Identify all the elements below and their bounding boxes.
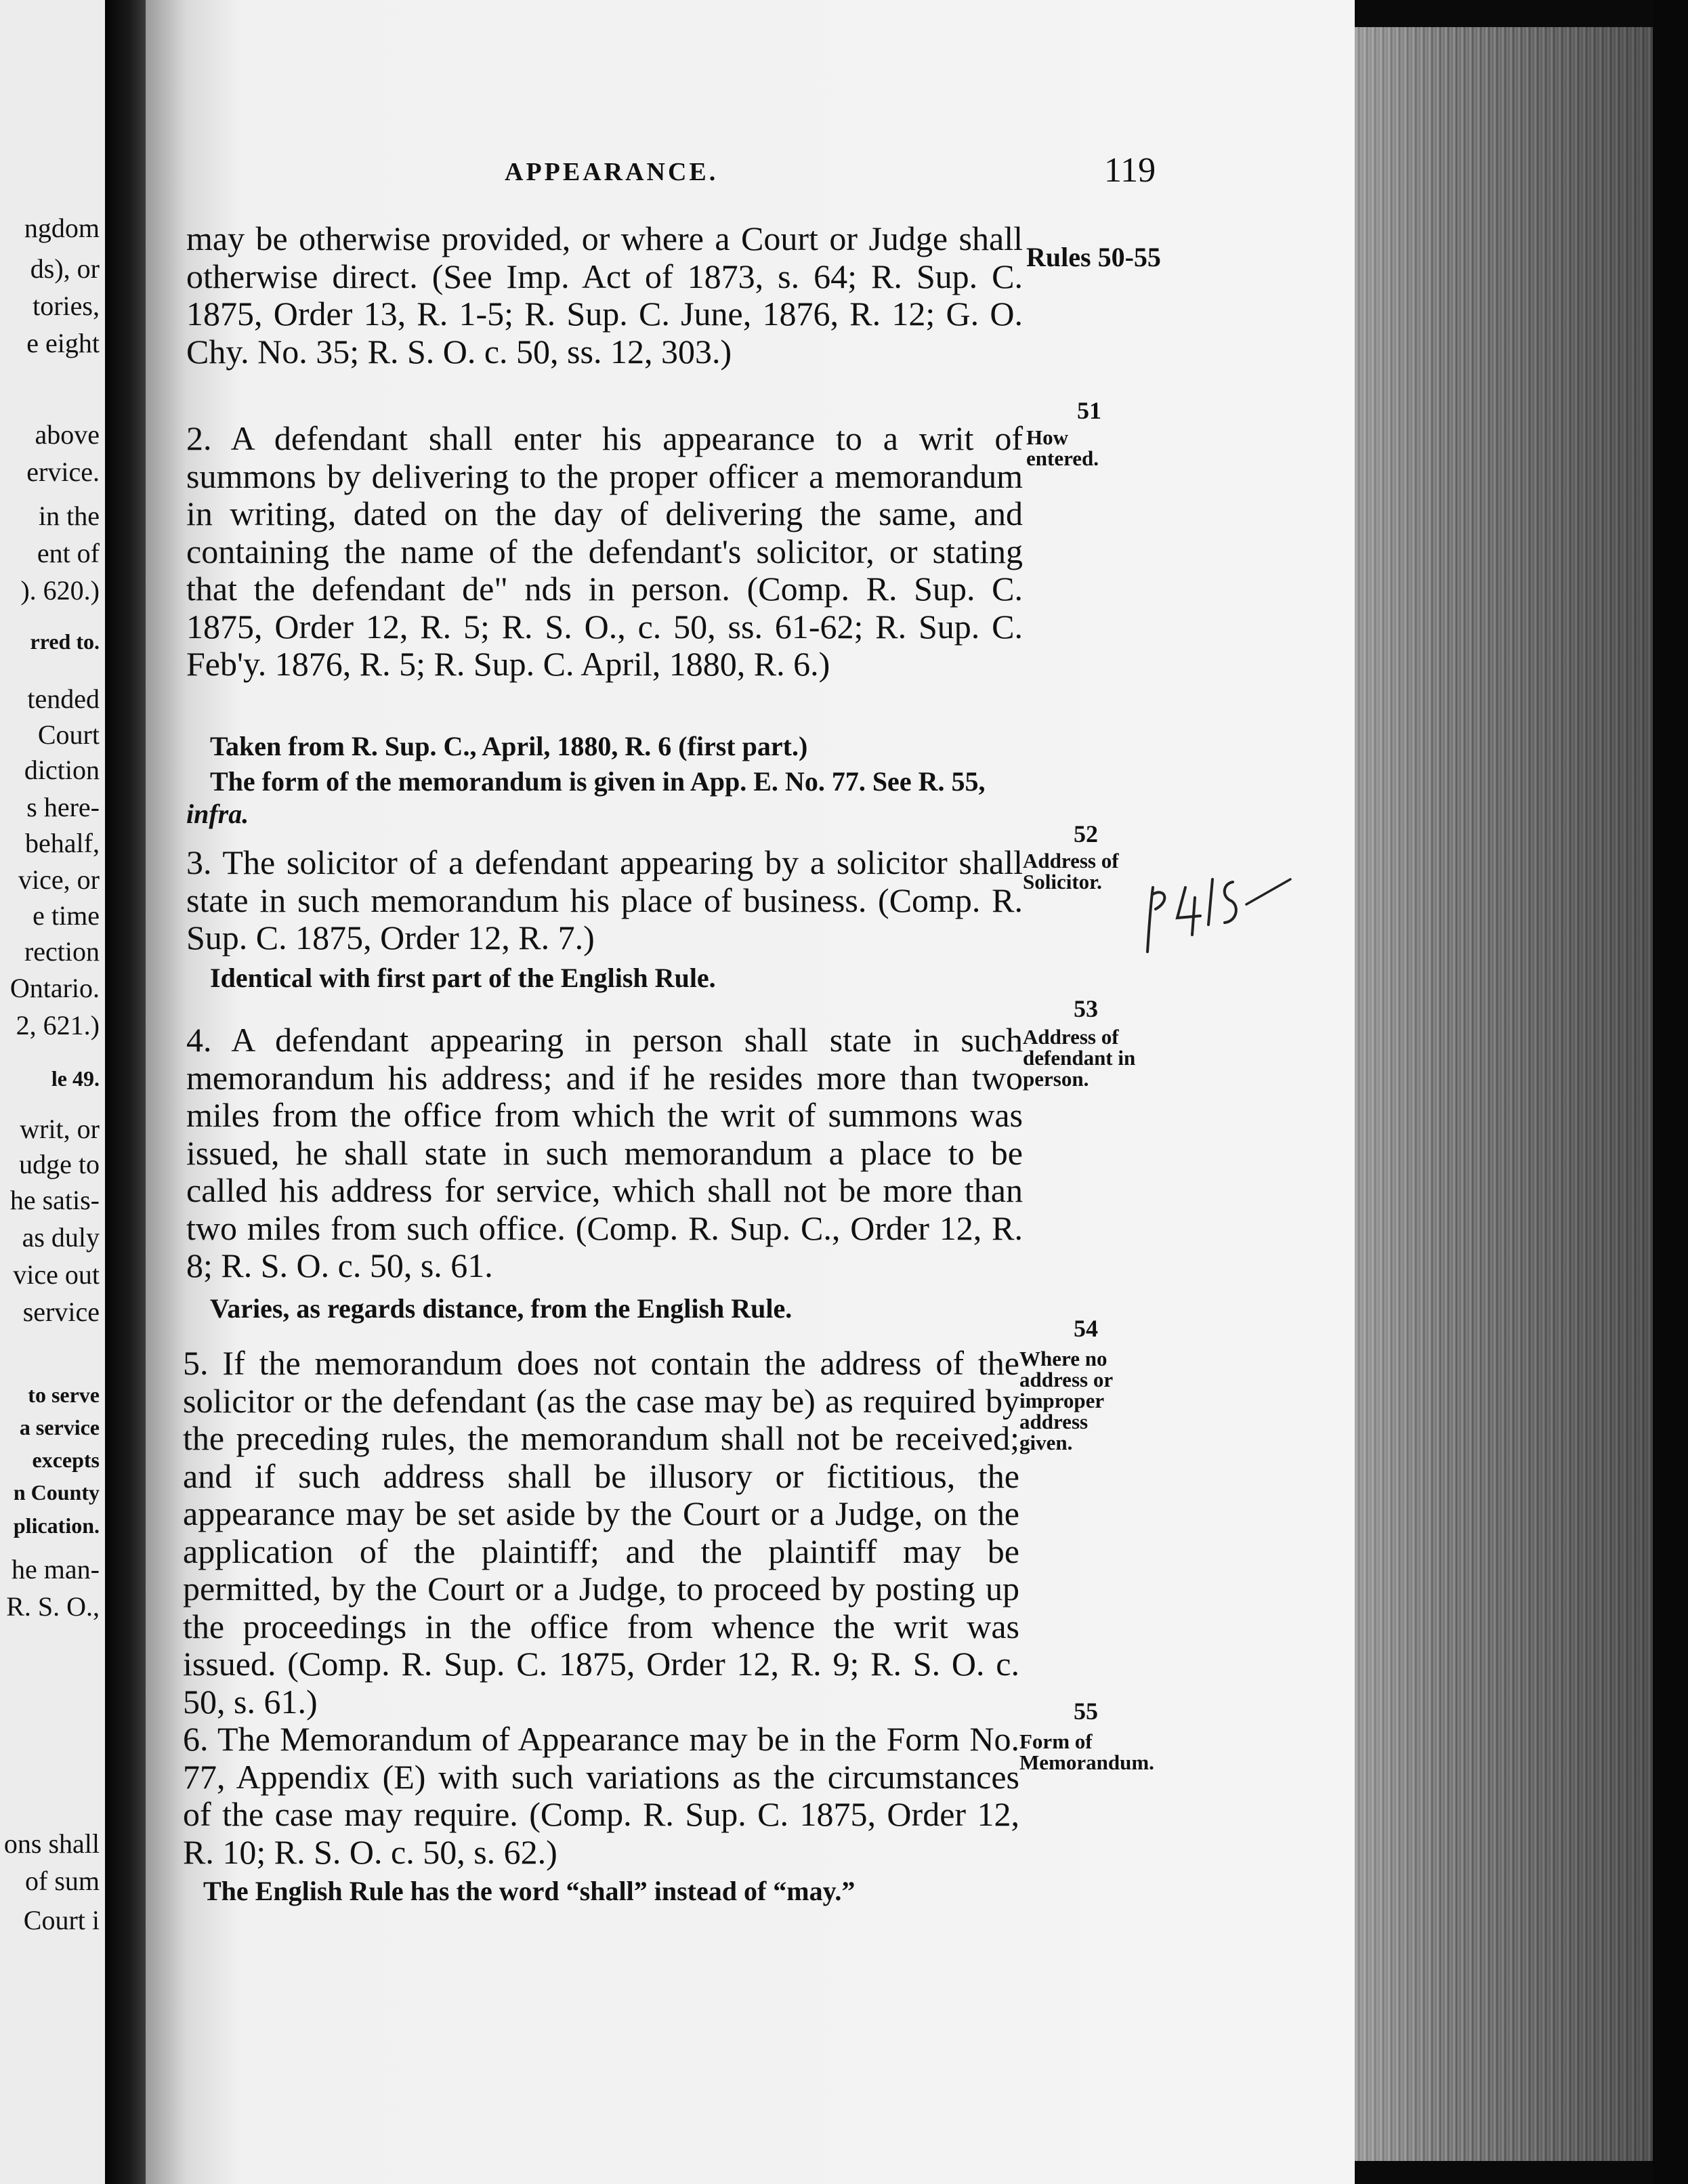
facing-page-text-fragment: ngdom <box>24 213 100 243</box>
handwritten-annotation <box>1138 867 1294 962</box>
facing-page-text-fragment: R. S. O., <box>6 1591 100 1622</box>
facing-page-text-fragment: n County <box>13 1480 100 1505</box>
page-edges-shade <box>1355 27 1653 2161</box>
facing-page-text-fragment: le 49. <box>51 1066 100 1091</box>
facing-page-text-fragment: ervice. <box>26 457 100 487</box>
facing-page-text-fragment: ent of <box>37 538 100 568</box>
facing-page-fragment <box>0 0 105 2184</box>
facing-page-text-fragment: Ontario. <box>9 973 100 1003</box>
paragraph-continuation: may be otherwise provided, or where a Court or Judge shall otherwise direct. (See Imp. Act of 1873, s. 64; R. Sup. C. 1875, Order 13, R. 1-5; R. Sup. C. June, 1876, R. 12; G. O. Chy. No. 35; R. S. O. c. 50, ss. 12, 303.) <box>186 219 1023 371</box>
facing-page-text-fragment: Court <box>37 719 100 750</box>
facing-page-text-fragment: above <box>35 419 100 450</box>
paragraph-rule-54: 5. If the memorandum does not contain the address of the solicitor or the defendant (as the case may be) as required by the preceding rules, the memorandum shall not be received; and if such address shall be illusory or fictitious, the appearance may be set aside by the Court or a Judge, on the application of the plaintiff; and the plaintiff may be permitted, by the Court or a Judge, to proceed by posting up the proceedings in the office from whence the writ was issued. (Comp. R. Sup. C. 1875, Order 12, R. 9; R. S. O. c. 50, s. 61.) <box>183 1344 1019 1721</box>
facing-page-text-fragment: udge to <box>19 1149 100 1179</box>
facing-page-text-fragment: as duly <box>22 1222 100 1253</box>
facing-page-text-fragment: 2, 621.) <box>16 1010 100 1041</box>
facing-page-text-fragment: diction <box>24 755 100 785</box>
margin-rule-number-52: 52 <box>1074 820 1098 847</box>
margin-note-53: Address of defendant in person. <box>1023 1025 1136 1091</box>
note-rule-51b-text: The form of the memorandum is given in App. E. No. 77. See R. 55, <box>210 766 986 797</box>
facing-page-text-fragment: ds), or <box>30 253 100 284</box>
facing-page-text-fragment: tories, <box>33 291 100 321</box>
facing-page-text-fragment: he man- <box>12 1554 100 1584</box>
facing-page-text-fragment: e time <box>33 900 100 931</box>
note-rule-51b <box>186 765 1023 831</box>
facing-page-text-fragment: to serve <box>28 1383 100 1407</box>
facing-page-text-fragment: ). 620.) <box>20 575 100 606</box>
facing-page-text-fragment: tended <box>27 684 100 714</box>
facing-page-text-fragment: of sum <box>25 1866 100 1896</box>
paragraph-rule-53: 4. A defendant appearing in person shall state in such memorandum his address; and if he resides more than two miles from the office from which the writ of summons was issued, he shall state in such memorandum a place to be called his address for service, which shall not be more than two miles from such office. (Comp. R. Sup. C., Order 12, R. 8; R. S. O. c. 50, s. 61. <box>186 1021 1023 1284</box>
facing-page-text-fragment: service <box>22 1297 100 1327</box>
facing-page-text-fragment: behalf, <box>25 828 100 858</box>
note-rule-53: Varies, as regards distance, from the English Rule. <box>210 1293 793 1324</box>
facing-page-text-fragment: ons shall <box>3 1828 100 1859</box>
note-rule-51b-italic: infra. <box>186 799 249 829</box>
facing-page-text-fragment: plication. <box>13 1513 100 1538</box>
facing-page-text-fragment: vice out <box>13 1259 100 1290</box>
margin-note-51: How entered. <box>1026 425 1099 470</box>
facing-page-text-fragment: rection <box>24 936 100 967</box>
margin-rules-range: Rules 50-55 <box>1026 242 1161 272</box>
facing-page-text-fragment: vice, or <box>18 864 100 895</box>
margin-note-55: Form of Memorandum. <box>1019 1729 1154 1774</box>
margin-rule-number-54: 54 <box>1074 1315 1098 1342</box>
facing-page-text-fragment: s here- <box>26 792 100 822</box>
facing-page-text-fragment: he satis- <box>9 1185 100 1215</box>
facing-page-text-fragment: Court i <box>23 1905 100 1935</box>
paragraph-rule-51: 2. A defendant shall enter his appearance to a writ of summons by delivering to the proper officer a memorandum in writing, dated on the day of delivering the same, and containing the name of the defendant's solicitor, or stating that the defendant de" nds in person. (Comp. R. Sup. C. 1875, Order 12, R. 5; R. S. O., c. 50, ss. 61-62; R. Sup. C. Feb'y. 1876, R. 5; R. Sup. C. April, 1880, R. 6.) <box>186 419 1023 683</box>
note-rule-51a: Taken from R. Sup. C., April, 1880, R. 6 (first part.) <box>210 731 808 761</box>
margin-note-54: Where no address or improper address given. <box>1019 1347 1113 1454</box>
facing-page-text-fragment: in the <box>39 501 100 531</box>
margin-note-52: Address of Solicitor. <box>1023 849 1119 894</box>
margin-rule-number-55: 55 <box>1074 1698 1098 1725</box>
note-rule-52: Identical with first part of the English Rule. <box>210 963 716 993</box>
book-gutter <box>105 0 146 2184</box>
running-head: APPEARANCE. <box>505 158 719 186</box>
facing-page-text-fragment: e eight <box>26 328 100 358</box>
facing-page-text-fragment: rred to. <box>30 629 100 654</box>
paragraph-rule-52: 3. The solicitor of a defendant appearing by a solicitor shall state in such memorandum his place of business. (Comp. R. Sup. C. 1875, Order 12, R. 7.) <box>186 843 1023 957</box>
margin-rule-number-53: 53 <box>1074 995 1098 1022</box>
scan-border <box>1653 0 1688 2184</box>
page-number: 119 <box>1104 151 1156 190</box>
facing-page-text-fragment: a service <box>19 1415 100 1440</box>
note-rule-55: The English Rule has the word “shall” instead of “may.” <box>203 1876 856 1906</box>
facing-page-text-fragment: excepts <box>32 1448 100 1472</box>
facing-page-text-fragment: writ, or <box>20 1114 100 1144</box>
margin-rule-number-51: 51 <box>1077 397 1101 424</box>
paragraph-rule-55: 6. The Memorandum of Appearance may be in the Form No. 77, Appendix (E) with such variations as the circumstances of the case may require. (Comp. R. Sup. C. 1875, Order 12, R. 10; R. S. O. c. 50, s. 62.) <box>183 1720 1019 1871</box>
